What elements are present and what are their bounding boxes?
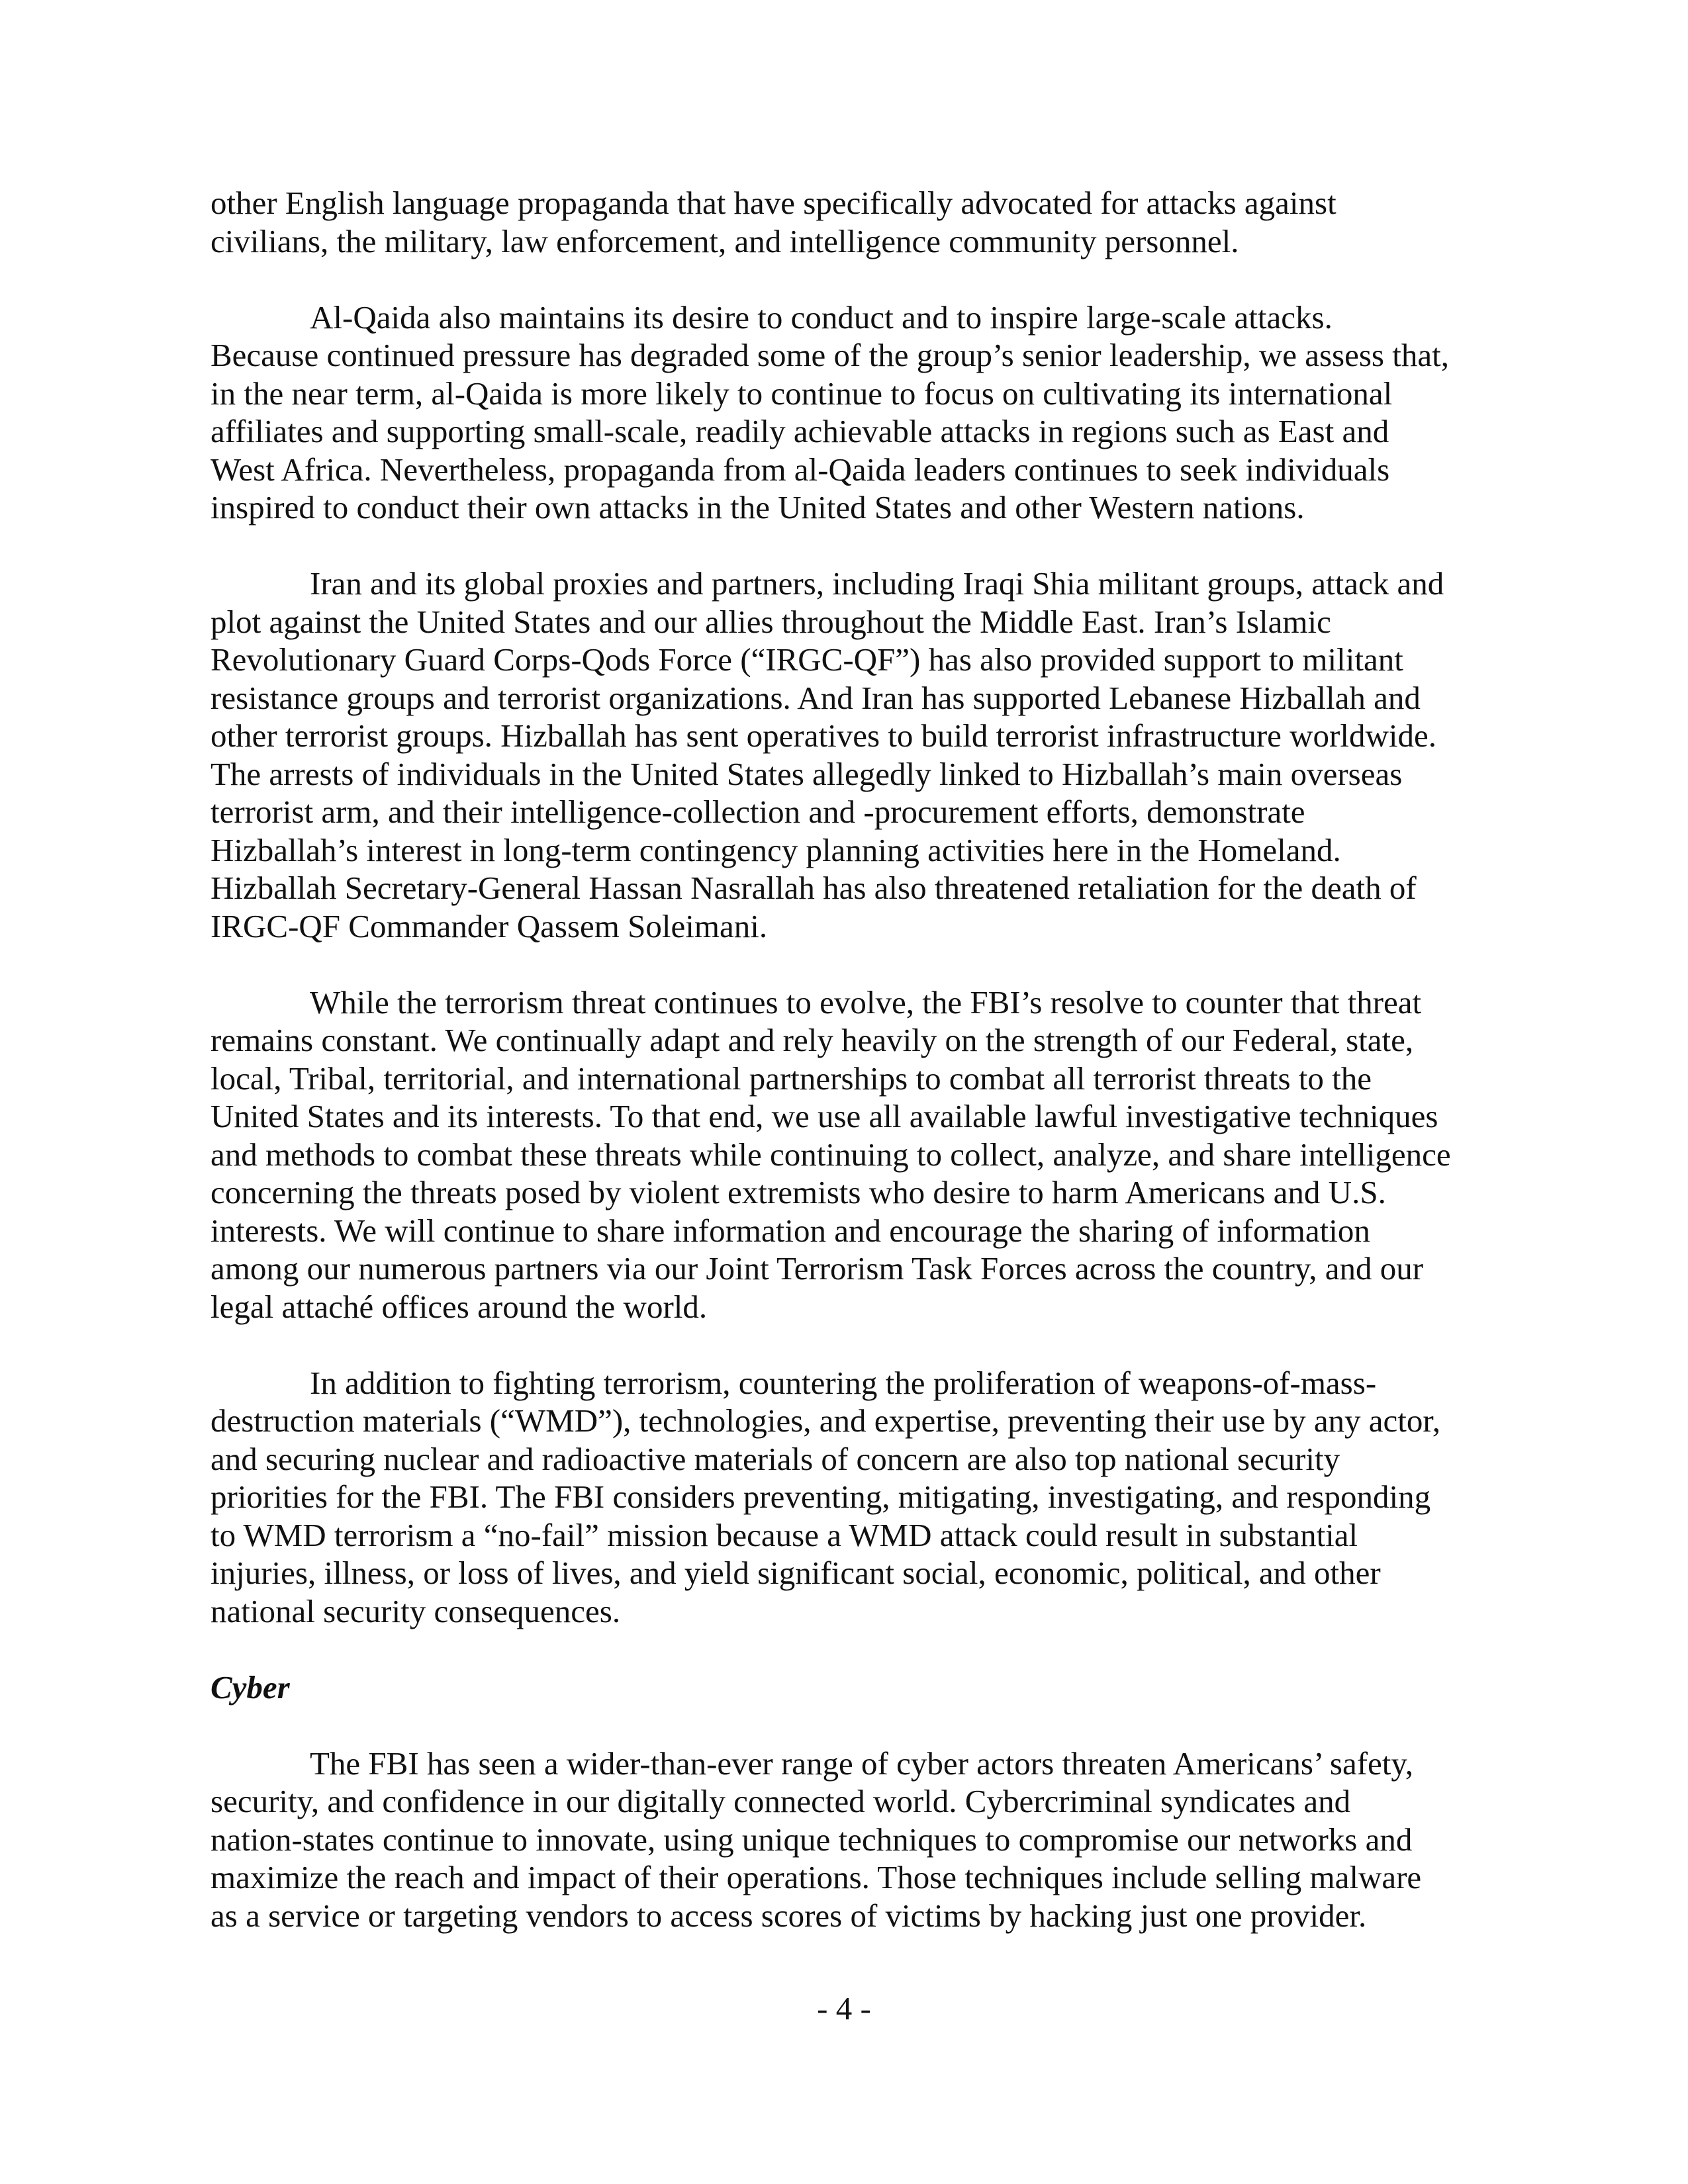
- text-line: remains constant. We continually adapt and rely heavily on the strength of our Federal, state,: [211, 1022, 1414, 1058]
- text-line: security, and confidence in our digitally connected world. Cybercriminal syndicates and: [211, 1783, 1351, 1819]
- text-line: inspired to conduct their own attacks in the United States and other Western nations.: [211, 489, 1305, 525]
- text-line: concerning the threats posed by violent extremists who desire to harm Americans and U.S.: [211, 1174, 1386, 1210]
- text-line: Iran and its global proxies and partners, including Iraqi Shia militant groups, attack and: [310, 565, 1444, 602]
- text-line: priorities for the FBI. The FBI considers preventing, mitigating, investigating, and responding: [211, 1479, 1431, 1515]
- document-page: [211, 184, 1508, 1973]
- text-line: and securing nuclear and radioactive materials of concern are also top national security: [211, 1440, 1340, 1477]
- text-line: Because continued pressure has degraded some of the group’s senior leadership, we assess that,: [211, 337, 1449, 373]
- text-line: maximize the reach and impact of their operations. Those techniques include selling malware: [211, 1859, 1422, 1895]
- body-paragraph: [211, 298, 1508, 527]
- text-line: resistance groups and terrorist organizations. And Iran has supported Lebanese Hizballah and: [211, 679, 1421, 716]
- text-line: in the near term, al-Qaida is more likely to continue to focus on cultivating its international: [211, 375, 1393, 412]
- text-line: Revolutionary Guard Corps-Qods Force (“IRGC-QF”) has also provided support to militant: [211, 641, 1403, 678]
- cyber-paragraph: [211, 1745, 1508, 1935]
- text-line: destruction materials (“WMD”), technologies, and expertise, preventing their use by any actor,: [211, 1402, 1441, 1439]
- section-heading-cyber: Cyber: [211, 1668, 290, 1706]
- text-line: affiliates and supporting small-scale, readily achievable attacks in regions such as East and: [211, 413, 1389, 449]
- text-line: to WMD terrorism a “no-fail” mission because a WMD attack could result in substantial: [211, 1516, 1358, 1553]
- text-line: as a service or targeting vendors to access scores of victims by hacking just one provider.: [211, 1897, 1367, 1934]
- text-line: civilians, the military, law enforcement, and intelligence community personnel.: [211, 222, 1239, 259]
- text-line: legal attaché offices around the world.: [211, 1288, 708, 1325]
- text-line: among our numerous partners via our Joint Terrorism Task Forces across the country, and our: [211, 1250, 1424, 1287]
- body-text: [211, 184, 1508, 1630]
- text-line: West Africa. Nevertheless, propaganda from al-Qaida leaders continues to seek individuals: [211, 451, 1390, 488]
- text-line: other terrorist groups. Hizballah has sent operatives to build terrorist infrastructure worldwide.: [211, 717, 1436, 754]
- text-line: and methods to combat these threats while continuing to collect, analyze, and share intelligence: [211, 1136, 1451, 1173]
- body-paragraph: [211, 983, 1508, 1326]
- body-paragraph: [211, 565, 1508, 945]
- text-line: injuries, illness, or loss of lives, and yield significant social, economic, political, and other: [211, 1555, 1381, 1591]
- text-line: local, Tribal, territorial, and international partnerships to combat all terrorist threats to the: [211, 1060, 1372, 1097]
- text-line: plot against the United States and our allies throughout the Middle East. Iran’s Islamic: [211, 603, 1331, 640]
- text-line: national security consequences.: [211, 1592, 621, 1629]
- body-paragraph: [211, 1364, 1508, 1631]
- text-line: Hizballah’s interest in long-term contingency planning activities here in the Homeland.: [211, 831, 1341, 868]
- text-line: IRGC-QF Commander Qassem Soleimani.: [211, 907, 768, 944]
- text-line: nation-states continue to innovate, using unique techniques to compromise our networks and: [211, 1821, 1413, 1858]
- text-line: The FBI has seen a wider-than-ever range of cyber actors threaten Americans’ safety,: [310, 1745, 1413, 1782]
- section-body-text: [211, 1745, 1508, 1935]
- text-line: While the terrorism threat continues to evolve, the FBI’s resolve to counter that threat: [310, 983, 1422, 1021]
- text-line: In addition to fighting terrorism, countering the proliferation of weapons-of-mass-: [310, 1364, 1377, 1401]
- text-line: Hizballah Secretary-General Hassan Nasrallah has also threatened retaliation for the death of: [211, 870, 1417, 906]
- text-line: other English language propaganda that have specifically advocated for attacks against: [211, 185, 1336, 221]
- page-number: - 4 -: [817, 1990, 871, 2026]
- text-line: The arrests of individuals in the United States allegedly linked to Hizballah’s main overseas: [211, 755, 1403, 792]
- text-line: interests. We will continue to share information and encourage the sharing of information: [211, 1212, 1370, 1249]
- text-line: Al-Qaida also maintains its desire to conduct and to inspire large-scale attacks.: [310, 298, 1333, 336]
- text-line: United States and its interests. To that end, we use all available lawful investigative techniques: [211, 1098, 1438, 1134]
- text-line: terrorist arm, and their intelligence-collection and -procurement efforts, demonstrate: [211, 794, 1305, 830]
- body-paragraph: [211, 184, 1508, 260]
